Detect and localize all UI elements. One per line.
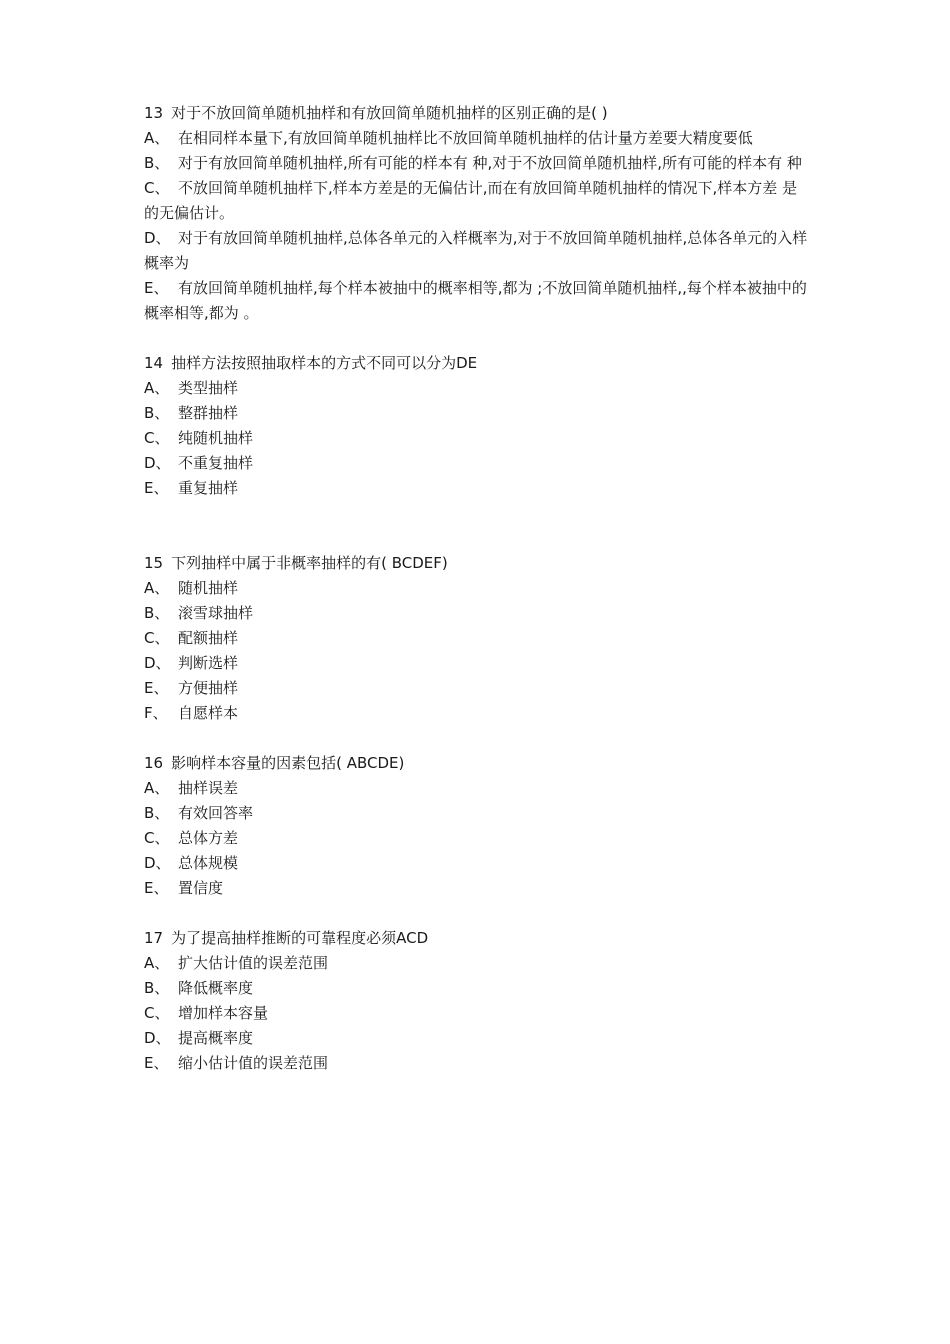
option-letter: E、 bbox=[144, 879, 169, 897]
option-text: 自愿样本 bbox=[178, 704, 239, 722]
option-letter: E、 bbox=[144, 1054, 169, 1072]
option-f bbox=[144, 701, 814, 726]
option-letter: E、 bbox=[144, 279, 169, 297]
option-e bbox=[144, 276, 814, 326]
option-text: 提高概率度 bbox=[178, 1029, 254, 1047]
option-c bbox=[144, 626, 814, 651]
option-letter: D、 bbox=[144, 1029, 171, 1047]
question-title bbox=[144, 926, 814, 951]
option-letter: A、 bbox=[144, 579, 170, 597]
option-letter: B、 bbox=[144, 604, 170, 622]
question-text: 下列抽样中属于非概率抽样的有( BCDEF) bbox=[171, 554, 448, 572]
option-text: 不重复抽样 bbox=[178, 454, 254, 472]
option-text: 重复抽样 bbox=[178, 479, 239, 497]
option-letter: B、 bbox=[144, 154, 170, 172]
option-b bbox=[144, 151, 814, 176]
question-number: 14 bbox=[144, 354, 164, 372]
option-text: 类型抽样 bbox=[178, 379, 239, 397]
option-e bbox=[144, 676, 814, 701]
option-letter: C、 bbox=[144, 629, 170, 647]
question-number: 13 bbox=[144, 104, 164, 122]
question-number: 17 bbox=[144, 929, 164, 947]
question-14 bbox=[144, 351, 814, 501]
option-letter: A、 bbox=[144, 954, 170, 972]
question-title bbox=[144, 551, 814, 576]
question-title bbox=[144, 351, 814, 376]
option-letter: C、 bbox=[144, 179, 170, 197]
option-letter: C、 bbox=[144, 829, 170, 847]
option-letter: B、 bbox=[144, 804, 170, 822]
option-text: 方便抽样 bbox=[178, 679, 239, 697]
question-title bbox=[144, 101, 814, 126]
option-text: 判断选样 bbox=[178, 654, 239, 672]
question-text: 抽样方法按照抽取样本的方式不同可以分为DE bbox=[171, 354, 478, 372]
option-b bbox=[144, 601, 814, 626]
option-d bbox=[144, 451, 814, 476]
option-text: 在相同样本量下,有放回简单随机抽样比不放回简单随机抽样的估计量方差要大精度要低 bbox=[178, 129, 753, 147]
option-e bbox=[144, 476, 814, 501]
option-text: 有效回答率 bbox=[178, 804, 254, 822]
option-text: 抽样误差 bbox=[178, 779, 239, 797]
option-text: 降低概率度 bbox=[178, 979, 254, 997]
option-text: 随机抽样 bbox=[178, 579, 239, 597]
option-letter: B、 bbox=[144, 404, 170, 422]
option-letter: D、 bbox=[144, 654, 171, 672]
option-e bbox=[144, 876, 814, 901]
option-c bbox=[144, 1001, 814, 1026]
option-text: 整群抽样 bbox=[178, 404, 239, 422]
option-c bbox=[144, 426, 814, 451]
option-b bbox=[144, 976, 814, 1001]
option-letter: A、 bbox=[144, 379, 170, 397]
question-15 bbox=[144, 551, 814, 726]
document-page bbox=[144, 101, 814, 1076]
option-text: 不放回简单随机抽样下,样本方差是的无偏估计,而在有放回简单随机抽样的情况下,样本方差 是 的无偏估计。 bbox=[144, 179, 798, 222]
option-text: 增加样本容量 bbox=[178, 1004, 269, 1022]
question-text: 为了提高抽样推断的可靠程度必须ACD bbox=[171, 929, 429, 947]
option-text: 缩小估计值的误差范围 bbox=[178, 1054, 329, 1072]
option-letter: E、 bbox=[144, 479, 169, 497]
option-text: 置信度 bbox=[178, 879, 224, 897]
option-letter: D、 bbox=[144, 229, 171, 247]
question-title bbox=[144, 751, 814, 776]
option-letter: B、 bbox=[144, 979, 170, 997]
option-text: 对于有放回简单随机抽样,总体各单元的入样概率为,对于不放回简单随机抽样,总体各单元的入样概率为 bbox=[144, 229, 808, 272]
option-c bbox=[144, 176, 814, 226]
question-text: 影响样本容量的因素包括( ABCDE) bbox=[171, 754, 405, 772]
question-number: 16 bbox=[144, 754, 164, 772]
option-text: 配额抽样 bbox=[178, 629, 239, 647]
option-letter: D、 bbox=[144, 454, 171, 472]
option-a bbox=[144, 576, 814, 601]
option-a bbox=[144, 776, 814, 801]
option-letter: D、 bbox=[144, 854, 171, 872]
option-letter: A、 bbox=[144, 129, 170, 147]
option-d bbox=[144, 1026, 814, 1051]
option-b bbox=[144, 801, 814, 826]
option-letter: F、 bbox=[144, 704, 168, 722]
option-letter: C、 bbox=[144, 429, 170, 447]
option-a bbox=[144, 126, 814, 151]
option-e bbox=[144, 1051, 814, 1076]
option-text: 有放回简单随机抽样,每个样本被抽中的概率相等,都为 ;不放回简单随机抽样,,每个样本被抽中的概率相等,都为 。 bbox=[144, 279, 807, 322]
option-text: 总体方差 bbox=[178, 829, 239, 847]
option-d bbox=[144, 651, 814, 676]
question-13 bbox=[144, 101, 814, 326]
question-17 bbox=[144, 926, 814, 1076]
option-letter: C、 bbox=[144, 1004, 170, 1022]
option-text: 滚雪球抽样 bbox=[178, 604, 254, 622]
option-a bbox=[144, 951, 814, 976]
option-letter: E、 bbox=[144, 679, 169, 697]
option-text: 对于有放回简单随机抽样,所有可能的样本有 种,对于不放回简单随机抽样,所有可能的样本有 种 bbox=[178, 154, 802, 172]
option-d bbox=[144, 851, 814, 876]
question-text: 对于不放回简单随机抽样和有放回简单随机抽样的区别正确的是( ) bbox=[171, 104, 608, 122]
option-text: 纯随机抽样 bbox=[178, 429, 254, 447]
question-number: 15 bbox=[144, 554, 164, 572]
option-c bbox=[144, 826, 814, 851]
option-text: 扩大估计值的误差范围 bbox=[178, 954, 329, 972]
option-d bbox=[144, 226, 814, 276]
option-a bbox=[144, 376, 814, 401]
option-b bbox=[144, 401, 814, 426]
question-16 bbox=[144, 751, 814, 901]
option-text: 总体规模 bbox=[178, 854, 239, 872]
option-letter: A、 bbox=[144, 779, 170, 797]
